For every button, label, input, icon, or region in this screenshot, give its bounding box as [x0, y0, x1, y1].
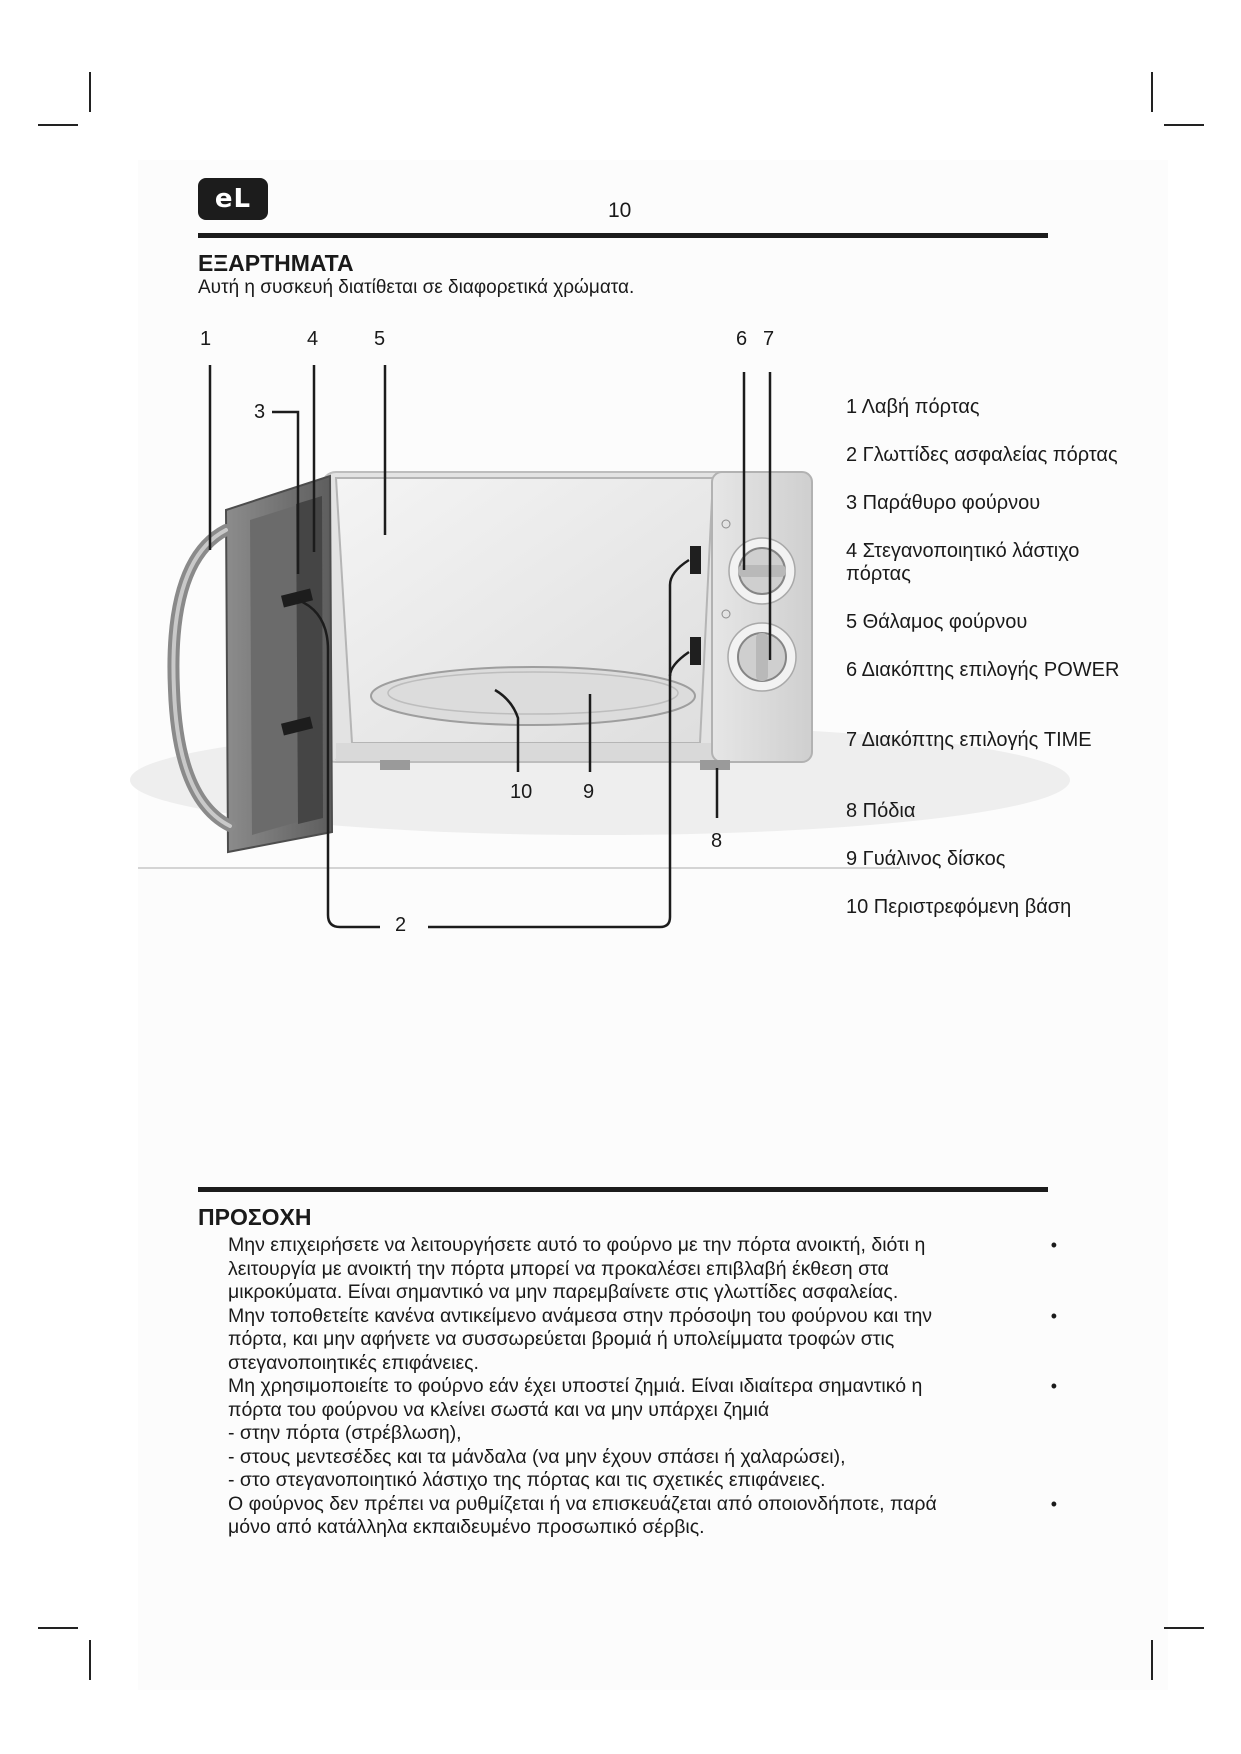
cavity-rim [336, 743, 714, 761]
callout-number: 7 [763, 328, 775, 350]
control-panel [712, 472, 812, 762]
warning-item [228, 1375, 1057, 1493]
warning-item [228, 1304, 1057, 1376]
legend-item: 9 Γυάλινος δίσκος [846, 848, 1006, 870]
warning-line: - στην πόρτα (στρέβλωση), [228, 1422, 462, 1444]
warning-line: Ο φούρνος δεν πρέπει να ρυθμίζεται ή να επισκευάζεται από οποιονδήποτε, παρά [228, 1492, 937, 1515]
legend-item: 4 Στεγανοποιητικό λάστιχο πόρτας [846, 540, 1080, 585]
callout-number: 3 [254, 401, 266, 423]
warning-line: πόρτα του φούρνου να κλείνει σωστά και να μην υπάρχει ζημιά [228, 1398, 770, 1421]
foot [700, 760, 730, 770]
legend-item: 1 Λαβή πόρτας [846, 396, 980, 418]
legend-item: 7 Διακόπτης επιλογής TIME [846, 729, 1092, 751]
warning-line: μικροκύματα. Είναι σημαντικό να μην παρεμβαίνετε στις γλωττίδες ασφαλείας. [228, 1281, 899, 1303]
warning-list [228, 1234, 1057, 1540]
callout-number: 8 [711, 830, 723, 852]
bullet: • [1050, 1493, 1057, 1514]
section-subtitle: Αυτή η συσκευή διατίθεται σε διαφορετικά χρώματα. [198, 277, 635, 298]
callout-number: 2 [395, 914, 407, 936]
latch-slot [690, 637, 701, 665]
page-number: 10 [608, 199, 632, 222]
warning-line: - στο στεγανοποιητικό λάστιχο της πόρτας και τις σχετικές επιφάνειες. [228, 1469, 826, 1491]
legend-item: 2 Γλωττίδες ασφαλείας πόρτας [846, 444, 1118, 466]
warning-line: λειτουργία με ανοικτή την πόρτα μπορεί να προκαλέσει επιβλαβή έκθεση στα [228, 1257, 889, 1280]
legend-item: 3 Παράθυρο φούρνου [846, 492, 1041, 514]
section-title-warning: ΠΡΟΣΟΧΗ [198, 1204, 312, 1230]
warning-line: Μην επιχειρήσετε να λειτουργήσετε αυτό το φούρνο με την πόρτα ανοικτή, διότι η [228, 1234, 926, 1256]
section-title-accessories: ΕΞΑΡΤΗΜΑΤΑ [198, 250, 354, 276]
glass-tray [371, 667, 695, 725]
bullet: • [1050, 1305, 1057, 1326]
warning-line: - στους μεντεσέδες και τα μάνδαλα (να μην έχουν σπάσει ή χαλαρώσει), [228, 1445, 846, 1468]
warning-line: μόνο από κατάλληλα εκπαιδευμένο προσωπικό σέρβις. [228, 1516, 705, 1538]
warning-line: πόρτα, και μην αφήνετε να συσσωρεύεται βρομιά ή υπολείμματα τροφών στις [228, 1328, 895, 1350]
legend-item: 5 Θάλαμος φούρνου [846, 611, 1028, 633]
warning-line: στεγανοποιητικές επιφάνειες. [228, 1351, 479, 1374]
warning-item [228, 1234, 1057, 1305]
callout-number: 10 [510, 781, 533, 803]
legend-item: 6 Διακόπτης επιλογής POWER [846, 659, 1120, 681]
callout-number: 4 [307, 328, 319, 350]
callout-number: 5 [374, 328, 386, 350]
warning-line: Μη χρησιμοποιείτε το φούρνο εάν έχει υποστεί ζημιά. Είναι ιδιαίτερα σημαντικό η [228, 1375, 923, 1397]
warning-line: Μην τοποθετείτε κανένα αντικείμενο ανάμεσα στην πρόσοψη του φούρνου και την [228, 1304, 933, 1327]
language-badge: eL [198, 178, 268, 220]
legend-item: 8 Πόδια [846, 800, 916, 822]
section-rule [198, 1187, 1048, 1192]
callout-number: 1 [200, 328, 212, 350]
callout-number: 9 [583, 781, 595, 803]
bullet: • [1050, 1376, 1057, 1396]
latch-slot [690, 546, 701, 574]
door-seal [296, 496, 323, 824]
foot [380, 760, 410, 770]
bullet: • [1050, 1235, 1057, 1255]
legend-item: 10 Περιστρεφόμενη βάση [846, 896, 1072, 918]
warning-item [228, 1492, 1057, 1540]
callout-number: 6 [736, 328, 748, 350]
